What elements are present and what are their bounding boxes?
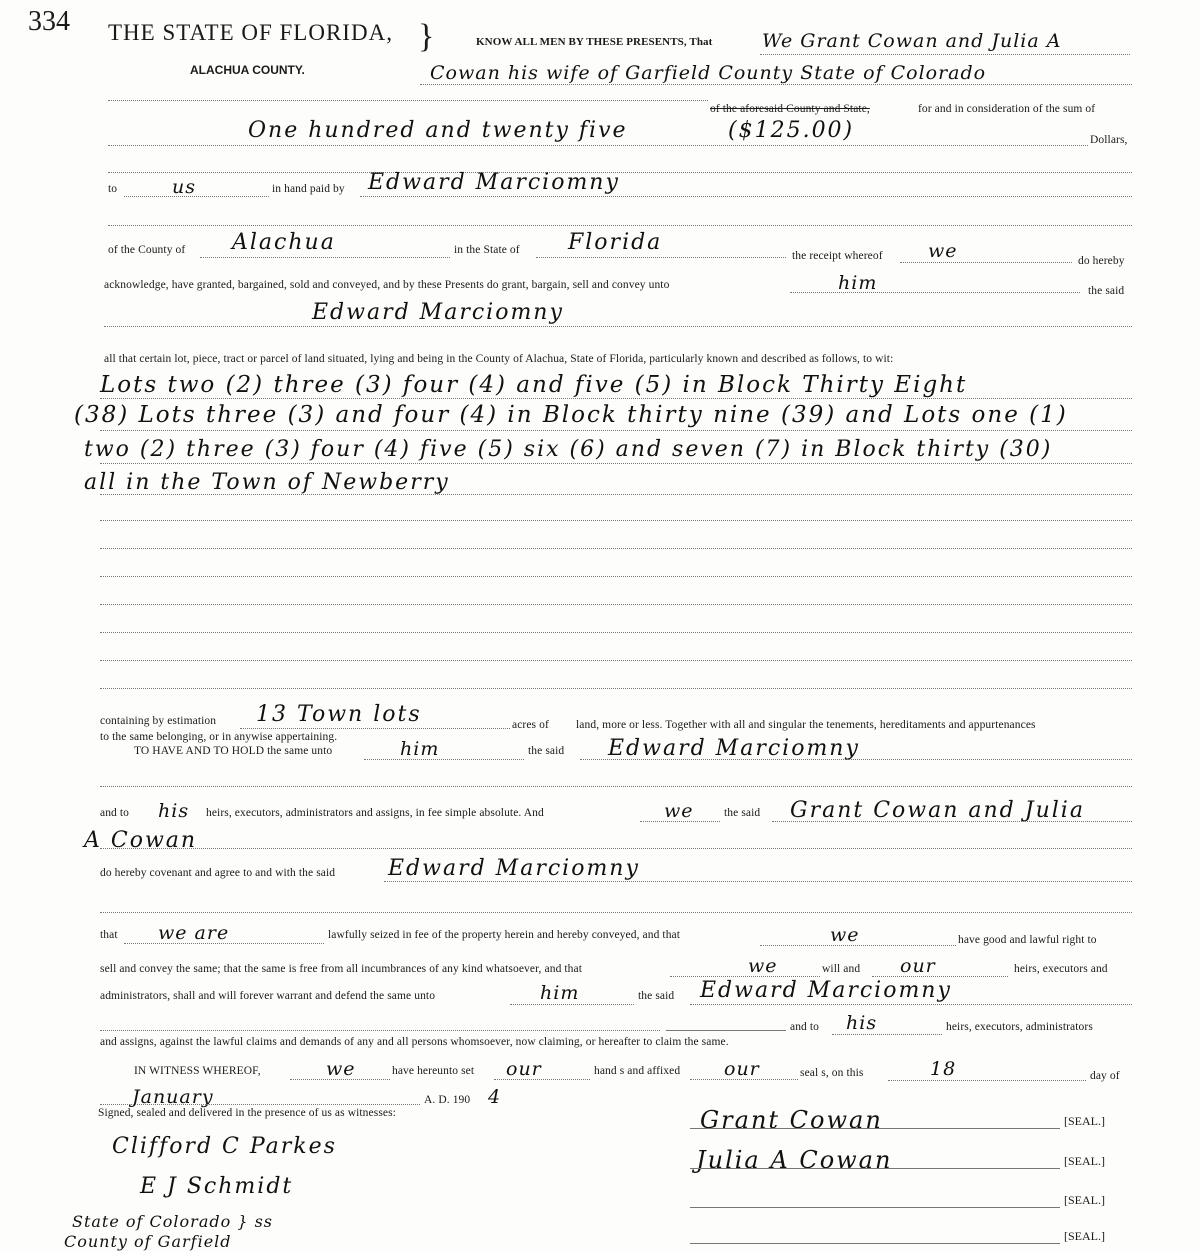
line	[690, 1004, 1132, 1005]
sell-text: sell and convey the same; that the same is free from all incumbrances of any kind whatsoever, and that	[100, 963, 583, 975]
covenant-grantee-handwritten-2: Edward Marciomny	[700, 978, 952, 1003]
line	[200, 257, 450, 258]
line	[872, 976, 1008, 977]
amount-handwritten: One hundred and twenty five	[248, 118, 628, 143]
witness-our2-handwritten: our	[724, 1058, 760, 1080]
line	[832, 1034, 942, 1035]
line	[384, 881, 1132, 882]
description-line-4: all in the Town of Newberry	[84, 470, 450, 495]
line	[900, 262, 1072, 263]
know-all-men: KNOW ALL MEN BY THESE PRESENTS, That	[476, 36, 713, 48]
line	[100, 632, 1132, 633]
line	[240, 728, 510, 729]
covenant-we-handwritten: we	[830, 924, 860, 946]
witness-signature-2: E J Schmidt	[140, 1174, 294, 1199]
amount-number-handwritten: ($125.00)	[728, 118, 855, 143]
line	[494, 1079, 590, 1080]
acknowledgment-handwritten-2: County of Garfield	[64, 1232, 232, 1251]
to-label: to	[108, 183, 118, 195]
state-handwritten: Florida	[568, 230, 663, 255]
witness-we-handwritten: we	[326, 1058, 356, 1080]
line	[690, 1079, 798, 1080]
habendum-grantors-handwritten-2: A Cowan	[84, 828, 198, 853]
line	[510, 1004, 634, 1005]
habendum-the-said: the said	[528, 745, 565, 757]
line	[100, 430, 1132, 431]
line	[108, 145, 1088, 146]
witness-our-handwritten: our	[506, 1058, 542, 1080]
line	[360, 196, 1132, 197]
we-handwritten: we	[664, 800, 694, 822]
do-hereby-label: do hereby	[1078, 255, 1125, 267]
seal-2: [SEAL.]	[1064, 1154, 1105, 1168]
seal-4: [SEAL.]	[1064, 1229, 1105, 1243]
line	[580, 759, 1132, 760]
acknowledge-text: acknowledge, have granted, bargained, sold and conveyed, and by these Presents do grant, bargain, sell and convey unto	[104, 279, 670, 291]
right-text: have good and lawful right to	[958, 934, 1097, 946]
line	[640, 821, 720, 822]
line	[100, 688, 1132, 689]
line	[100, 548, 1132, 549]
grantee-handwritten: Edward Marciomny	[368, 170, 620, 195]
all-that-text: all that certain lot, piece, tract or parcel of land situated, lying and being in the County of Alachua, State of Florida, particularly known and described as follows, to wit:	[104, 353, 894, 365]
line	[666, 1030, 786, 1031]
the-said-label: the said	[1088, 285, 1125, 297]
description-line-3: two (2) three (3) four (4) five (5) six (6) and seven (7) in Block thirty (30)	[84, 437, 1053, 462]
line	[124, 196, 269, 197]
heading-brace: }	[418, 18, 435, 55]
day-handwritten: 18	[930, 1058, 957, 1080]
grantors-handwritten-1: We Grant Cowan and Julia A	[762, 30, 1062, 52]
seal-3: [SEAL.]	[1064, 1193, 1105, 1207]
line	[690, 1243, 1060, 1244]
we-are-handwritten: we are	[158, 922, 230, 944]
that-label: that	[100, 929, 118, 941]
signed-text: Signed, sealed and delivered in the presence of us as witnesses:	[98, 1107, 396, 1119]
heirs-text: heirs, executors, administrators and assigns, in fee simple absolute. And	[206, 807, 544, 819]
covenant-heirs: heirs, executors and	[1014, 963, 1108, 975]
grantors-handwritten-2: Cowan his wife of Garfield County State of Colorado	[430, 62, 987, 84]
line	[100, 576, 1132, 577]
covenant-heirs-2: heirs, executors, administrators	[946, 1021, 1093, 1033]
line	[760, 54, 1130, 55]
grantor-signature-2: Julia A Cowan	[696, 1146, 893, 1174]
covenant-his-handwritten: his	[846, 1012, 878, 1034]
belonging-text: to the same belonging, or in anywise appertaining.	[100, 731, 338, 743]
covenant-label: do hereby covenant and agree to and with the said	[100, 867, 336, 879]
line	[108, 100, 708, 101]
ad-label: A. D. 190	[424, 1094, 471, 1106]
consideration-text: for and in consideration of the sum of	[918, 103, 1096, 115]
line	[670, 976, 820, 977]
seal-label: seal s, on this	[800, 1067, 864, 1079]
covenant-grantee-handwritten: Edward Marciomny	[388, 856, 640, 881]
month-handwritten: January	[132, 1086, 214, 1108]
containing-rest: land, more or less. Together with all and singular the tenements, hereditaments and appurtenances	[576, 719, 1036, 731]
line	[100, 660, 1132, 661]
line	[772, 821, 1132, 822]
line	[690, 1128, 1060, 1129]
county-heading: ALACHUA COUNTY.	[190, 63, 305, 77]
habendum-unto-handwritten: him	[400, 738, 440, 760]
line	[690, 1168, 1060, 1169]
containing-handwritten: 13 Town lots	[256, 702, 422, 727]
of-county-label: of the County of	[108, 244, 186, 256]
unto-handwritten: him	[838, 272, 878, 294]
witness-label: IN WITNESS WHEREOF,	[134, 1065, 261, 1077]
line	[108, 172, 1132, 173]
to-have-label: TO HAVE AND TO HOLD the same unto	[134, 745, 333, 757]
habendum-grantors-handwritten-1: Grant Cowan and Julia	[790, 798, 1085, 823]
line	[536, 257, 786, 258]
day-of-label: day of	[1090, 1070, 1120, 1082]
covenant-him-handwritten: him	[540, 982, 580, 1004]
covenant-the-said: the said	[638, 990, 675, 1002]
receipt-label: the receipt whereof	[792, 250, 883, 262]
habendum-grantee-handwritten: Edward Marciomny	[608, 736, 860, 761]
line	[760, 945, 956, 946]
line	[290, 1079, 390, 1080]
line	[104, 326, 1132, 327]
line	[790, 292, 1080, 293]
our-handwritten: our	[900, 955, 936, 977]
year-handwritten: 4	[488, 1086, 502, 1108]
line	[690, 1207, 1060, 1208]
and-to-label: and to	[100, 807, 130, 819]
line	[100, 398, 1132, 399]
claims-text: and assigns, against the lawful claims and demands of any and all persons whomsoever, now claiming, or hereafter to claim the same.	[100, 1036, 729, 1048]
receipt-handwritten: we	[928, 240, 958, 262]
covenant-and-to: and to	[790, 1021, 820, 1033]
containing-label: containing by estimation	[100, 715, 217, 727]
hand-label: hand s and affixed	[594, 1065, 681, 1077]
in-state-label: in the State of	[454, 244, 520, 256]
line	[888, 1080, 1086, 1081]
grantee-handwritten-2: Edward Marciomny	[312, 300, 564, 325]
witness-signature-1: Clifford C Parkes	[112, 1134, 337, 1159]
line	[100, 786, 1132, 787]
his-handwritten: his	[158, 800, 190, 822]
dollars-label: Dollars,	[1090, 134, 1128, 146]
acres-label: acres of	[512, 719, 549, 731]
page-number: 334	[28, 6, 70, 37]
line	[100, 912, 1132, 913]
acknowledgment-handwritten-1: State of Colorado } ss	[72, 1212, 274, 1231]
state-heading: THE STATE OF FLORIDA,	[108, 20, 393, 45]
line	[100, 520, 1132, 521]
line	[100, 494, 1132, 495]
to-handwritten: us	[172, 176, 196, 198]
line	[100, 604, 1132, 605]
line	[108, 225, 1132, 226]
seal-1: [SEAL.]	[1064, 1114, 1105, 1128]
habendum-the-said-2: the said	[724, 807, 761, 819]
line	[100, 463, 1132, 464]
covenant-we2-handwritten: we	[748, 955, 778, 977]
aforesaid-struck: of the aforesaid County and State,	[710, 103, 870, 115]
description-line-2: (38) Lots three (3) and four (4) in Block thirty nine (39) and Lots one (1)	[74, 402, 1068, 428]
will-and-text: will and	[822, 963, 861, 975]
county-handwritten: Alachua	[232, 230, 336, 255]
line	[100, 1030, 660, 1031]
description-line-1: Lots two (2) three (3) four (4) and five (5) in Block Thirty Eight	[100, 372, 968, 398]
line	[124, 943, 324, 944]
have-set-label: have hereunto set	[392, 1065, 475, 1077]
line	[420, 84, 1132, 85]
line	[100, 848, 1132, 849]
admin-text: administrators, shall and will forever warrant and defend the same unto	[100, 990, 436, 1002]
line	[364, 759, 524, 760]
paid-by-label: in hand paid by	[272, 183, 345, 195]
grantor-signature-1: Grant Cowan	[700, 1106, 883, 1134]
line	[100, 1104, 420, 1105]
seized-text: lawfully seized in fee of the property herein and hereby conveyed, and that	[328, 929, 681, 941]
